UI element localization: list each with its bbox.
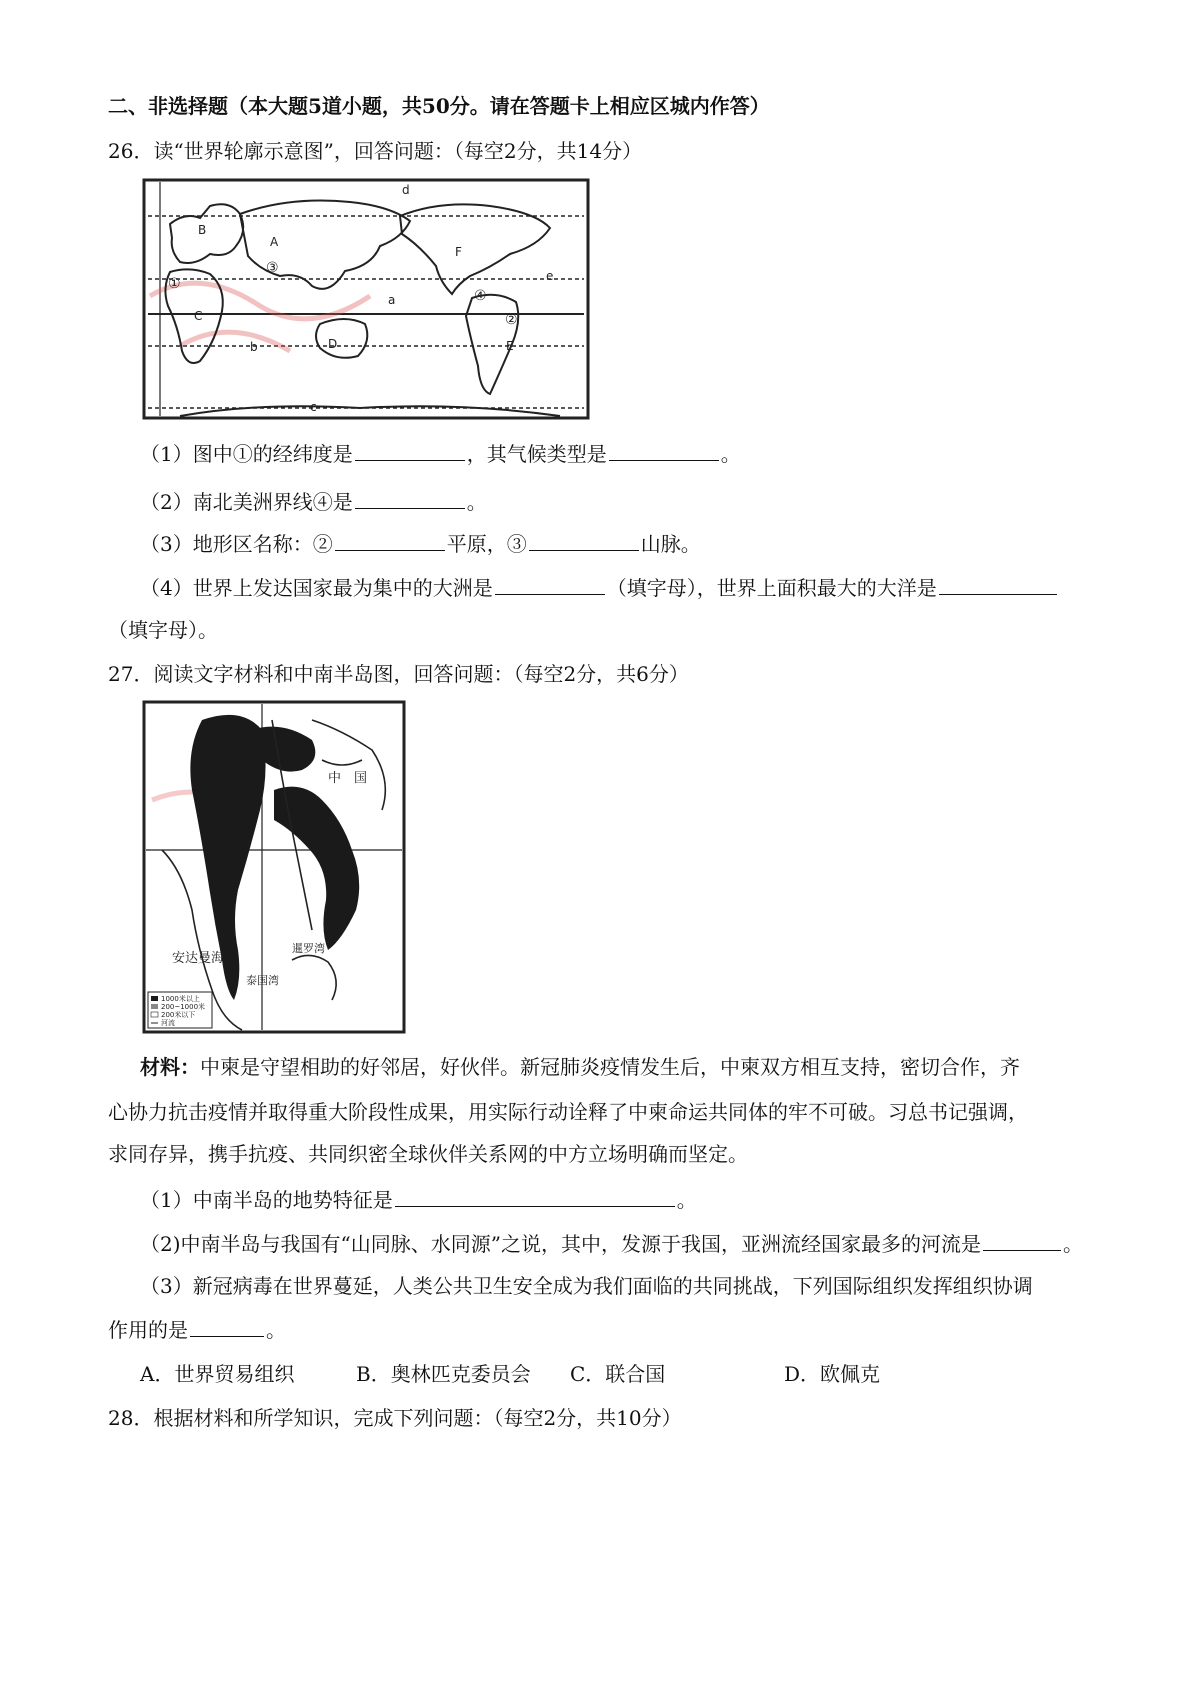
- map-label-B: B: [198, 223, 207, 237]
- section-header: 二、非选择题（本大题5道小题，共50分。请在答题卡上相应区城内作答）: [108, 94, 770, 118]
- map-label-circle-1: ①: [168, 276, 181, 292]
- map-label-A: A: [270, 235, 279, 249]
- legend-item-1: 1000米以上: [161, 995, 200, 1003]
- q26-sub1-blank1[interactable]: [355, 440, 465, 461]
- q26-sub3-blank1[interactable]: [335, 530, 445, 551]
- q26-sub3: （3）地形区名称：② 平原，③ 山脉。: [140, 532, 701, 556]
- map-label-c: c: [310, 400, 317, 414]
- legend-item-4: 河流: [161, 1019, 175, 1027]
- q26-sub2-blank[interactable]: [355, 488, 465, 509]
- q26-sub4-blank1[interactable]: [495, 574, 605, 595]
- q26-sub4: （4）世界上发达国家最为集中的大洲是 （填字母），世界上面积最大的大洋是: [140, 574, 1059, 602]
- q26-sub2: （2）南北美洲界线④是 。: [140, 490, 487, 514]
- map-label-a: a: [388, 293, 396, 307]
- map-label-C: C: [194, 309, 203, 323]
- map-label-b: b: [250, 340, 258, 354]
- q27-material-line-2: 心协力抗击疫情并取得重大阶段性成果，用实际行动诠释了中柬命运共同体的牢不可破。习总书记强调，: [108, 1100, 1028, 1124]
- indochina-peninsula-map: [142, 700, 406, 1034]
- q26-sub1-blank2[interactable]: [609, 440, 719, 461]
- question-28-stem: 28．根据材料和所学知识，完成下列问题：（每空2分，共10分）: [108, 1406, 682, 1430]
- map-label-d: d: [402, 183, 410, 197]
- world-outline-map: [140, 176, 592, 424]
- map-label-circle-4: ④: [474, 288, 487, 304]
- q26-sub3-blank2[interactable]: [529, 530, 639, 551]
- map-label-E: E: [506, 339, 514, 353]
- label-andaman-sea: 安达曼海: [172, 951, 225, 966]
- q26-sub4-tail: （填字母）。: [108, 618, 218, 642]
- map-label-D: D: [328, 337, 338, 351]
- q27-sub2: （2)中南半岛与我国有“山同脉、水同源”之说，其中，发源于我国，亚洲流经国家最多的河流是 。: [140, 1232, 1083, 1256]
- legend-item-3: 200米以下: [161, 1011, 196, 1019]
- label-thailand-gulf: 泰国湾: [246, 974, 279, 987]
- q27-choice-d[interactable]: D．欧佩克: [784, 1362, 881, 1386]
- map-label-circle-2: ②: [505, 312, 518, 328]
- q27-material-line-1: 材料：中柬是守望相助的好邻居，好伙伴。新冠肺炎疫情发生后，中柬双方相互支持，密切合作，齐: [140, 1055, 1020, 1079]
- q27-sub3-blank[interactable]: [190, 1316, 264, 1337]
- map-label-circle-3: ③: [266, 260, 279, 276]
- q27-sub1: （1）中南半岛的地势特征是 。: [140, 1188, 697, 1212]
- q27-choice-c[interactable]: C．联合国: [570, 1362, 666, 1386]
- q27-sub2-blank[interactable]: [983, 1230, 1061, 1251]
- map-legend: [148, 992, 212, 1028]
- q26-sub1: （1）图中①的经纬度是 ，其气候类型是 。: [140, 442, 741, 466]
- map-label-e: e: [546, 269, 554, 283]
- q27-material-line-3: 求同存异，携手抗疫、共同织密全球伙伴关系网的中方立场明确而坚定。: [108, 1142, 748, 1166]
- q27-sub3-line-1: （3）新冠病毒在世界蔓延，人类公共卫生安全成为我们面临的共同挑战，下列国际组织发挥组织协调: [140, 1274, 1033, 1298]
- map-label-F: F: [455, 245, 462, 259]
- label-china: 中 国: [328, 771, 368, 786]
- q27-sub3-line-2: 作用的是 。: [108, 1318, 286, 1342]
- legend-item-2: 200~1000米: [161, 1003, 206, 1011]
- label-siam-gulf: 暹罗湾: [292, 942, 325, 955]
- q27-sub1-blank[interactable]: [395, 1186, 675, 1207]
- question-27-stem: 27．阅读文字材料和中南半岛图，回答问题：（每空2分，共6分）: [108, 662, 689, 686]
- q26-sub4-blank2[interactable]: [939, 574, 1057, 595]
- question-26-stem: 26．读“世界轮廓示意图”，回答问题：（每空2分，共14分）: [108, 139, 643, 163]
- q27-choice-a[interactable]: A．世界贸易组织: [140, 1362, 295, 1386]
- q27-choice-b[interactable]: B．奥林匹克委员会: [356, 1362, 531, 1386]
